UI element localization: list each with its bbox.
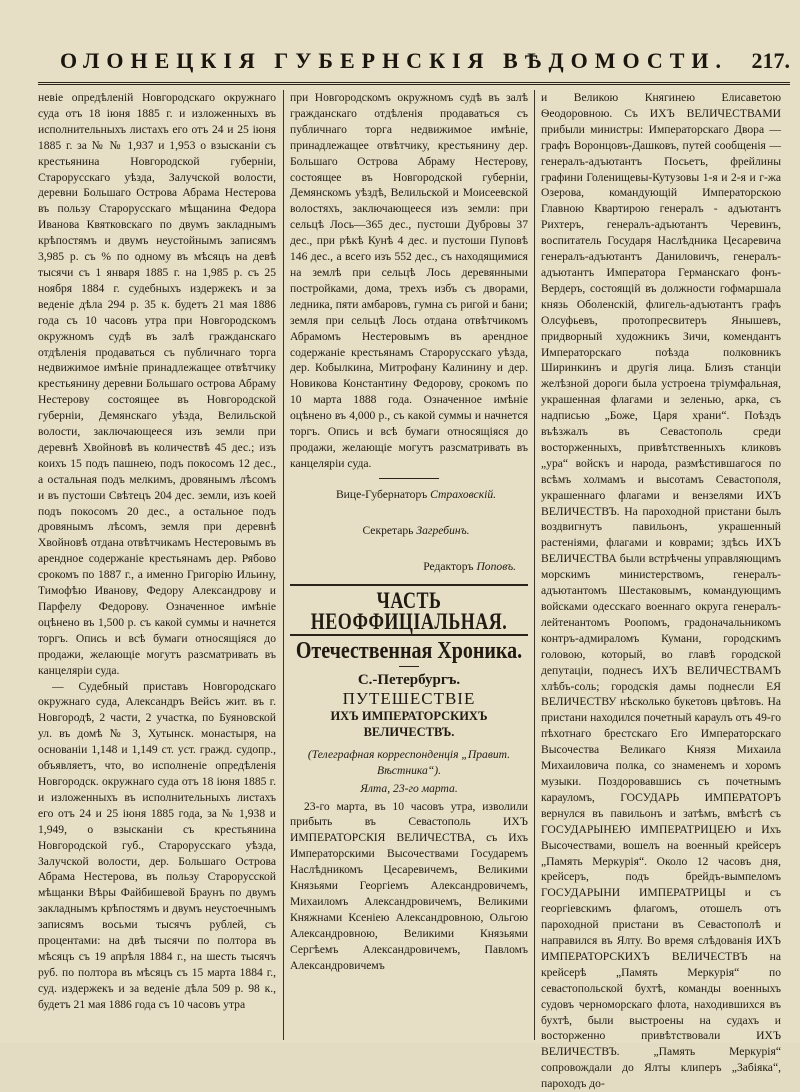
majesties-heading: ИХЪ ИМПЕРАТОРСКИХЪ ВЕЛИЧЕСТВЪ. [330, 709, 488, 739]
court-notice-continuation-2: при Новгородскомъ окружномъ судѣ въ залѣ гражданскаго отдѣленія продаваться съ публичнаго торга недвижимое имѣніе, принадлежащее отвѣтчику, крестьянину дер. Большаго Острова Абраму Нестерову, состоящее въ Новгородской губерніи, Демянскомъ уѣздѣ, Велильской и Моисеевской волостяхъ, заключающееся изъ земли: при сельцѣ Лось—365 дес., пустоши Дубровы 37 дес., при рѣкѣ Кунѣ 4 дес. и пустоши Пуповѣ 146 дес., а всего изъ 552 дес., съ находящимися на землѣ при сельцѣ Лось деревянными постройками, дома, трехъ избъ съ дворами, ледника, пяти амбаровъ, гумна съ ригой и бани; земля при сельцѣ Лось отдана отвѣтчикомъ Абрамомъ Нестеровымъ въ арендное содержаніе крестьянамъ Старорусскаго уѣзда, дер. Кобылкина, Митрофану Калинину и дер. Новикова Константину Федорову, срокомъ по 10 марта 1888 года. Означенное имѣніе оцѣнено въ 4,000 р., съ какой суммы и начнется торгъ. Опись и всѣ бумаги относящіяся до продажи, желающіе могутъ разсматривать въ канцеляріи суда. [290, 91, 528, 470]
page-number: 217. [751, 48, 790, 73]
vice-governor-name: Страховскій. [430, 487, 497, 501]
section-rule [290, 584, 528, 586]
city-heading: С.-Петербургъ. [357, 672, 461, 689]
vice-governor-label: Вице-Губернаторъ [335, 487, 428, 501]
editor-signature [290, 559, 528, 575]
secretary-signature [290, 523, 528, 539]
section-rule-2 [290, 634, 528, 636]
newspaper-title: ОЛОНЕЦКIЯ ГУБЕРНСКIЯ ВѢДОМОСТИ. [59, 48, 729, 73]
secretary-name: Загребинъ. [416, 523, 470, 537]
page-header [38, 46, 790, 80]
chronicle-body: 23-го марта, въ 10 часовъ утра, изволили прибыть въ Севастополь ИХЪ ИМПЕРАТОРСКІЯ ВЕЛИЧЕСТВА, съ Ихъ Императорскими Высочествами Государемъ Наслѣдникомъ Цесаревичемъ, Великими Князьями Георгіемъ Александровичемъ, Михаиломъ Александровичемъ, Великими Княжнами Ксеніею Александровною, Ольгою Александровною, Великими Князьями Сергѣемъ Александровичемъ, Павломъ Александровичемъ [290, 799, 528, 972]
column-divider-2 [534, 90, 535, 1040]
section-title: ЧАСТЬ НЕОФФИЦІАЛЬНАЯ. [310, 587, 508, 635]
column-1 [38, 90, 276, 1040]
dateline: Ялта, 23-го марта. [360, 781, 458, 795]
vice-governor-signature [290, 487, 528, 503]
court-notice-continuation: невіе опредѣленій Новгородскаго окружнаго суда отъ 18 іюня 1885 г. и изложенныхъ въ исполнительныхъ листахъ его отъ 24 и 25 іюня 1885 г. за № № 1,937 и 1,953 о взысканіи съ крестьянина Новгородской губерніи, Старорусскаго уѣзда, Залучской волости, деревни Большаго Острова Абрама Нестерова въ пользу Старорусскаго мѣщанина Федора Иванова Квятковскаго по двумъ закладнымъ крѣпостямъ и двумъ неустойнымъ записямъ 3,985 р. съ % по одному въ мѣсяцъ на девѣ тысячи съ 1 января 1885 г. на 1,985 р. съ 25 ноября 1884 г. судебныхъ издержекъ и за веденіе дѣла 294 р. 35 к. будетъ 21 мая 1886 года съ 10 часовъ утра при Новгородскомъ окружномъ судѣ въ залѣ гражданскаго отдѣленія продаваться съ публичнаго торга недвижимое имѣніе принадлежащее отвѣтчику крестьянину деревни Большаго острова Абраму Нестерову состоящее въ Новгородской губерніи, Демянскаго уѣзда, Велильской волости, заключающееся изъ земли при деревнѣ Хвойновѣ въ количествѣ 45 дес.; изъ коихъ 15 подъ пашнею, подъ покосомъ 12 дес., а остальная подъ мелкимъ, дровянымъ лѣсомъ и въ пустоши Свѣтецъ 204 дес. земли, изъ коей подъ покосомъ 20 дес., а остальное подъ дровянымъ лѣсомъ, земля при деревнѣ Хвойновѣ отдана отвѣтчикамъ Нестеровымъ въ арендное содержаніе крестьянамъ дер. Рябово срокомъ по 1887 г., а именно Григорію Ильину, Тимофѣю Иванову, Федору Александрову и Парфелу Федорову. Означенное имѣніе оцѣнено въ 1,500 р. съ какой суммы и начнется торгъ. Опись и всѣ бумаги относящіяся до продажи, желающіе могутъ разсматривать въ канцеляріи суда. [38, 91, 276, 677]
chronicle-body-continuation: и Великою Княгинею Елисаветою Ѳеодоровною. Съ ИХЪ ВЕЛИЧЕСТВАМИ прибыли министры: Императорскаго Двора — графъ Воронцовъ-Дашковъ, путей сообщенія — генералъ-адъютантъ Посьетъ, фрейлины графини Голенищевы-Кутузовы 1-я и 2-я и г-жа Озерова, командующій Императорскою Главною Квартирою генералъ - адъютантъ Рихтеръ, генералъ-адъютантъ Черевинъ, воспитатель Государя Наслѣдника Цесаревича генералъ-адъютантъ Даниловичъ, генералъ-адъютантъ Императора Германскаго фонъ-Вердеръ, состоящій въ должности гофмаршала князь Оболенскій, флигель-адъютантъ графъ Олсуфьевъ, протопресвитеръ Янышевъ, придворный художникъ Зичи, комендантъ Императорскаго поѣзда полковникъ Ширинкинъ и другія лица. Близъ станціи желѣзной дороги была устроена тріумфальная, украшенная флагами и зеленью, арка, съ надписью „Боже, Царя храни“. Поѣздъ въѣзжалъ въ Севастополь среди восторженныхъ, привѣтственныхъ кликовъ „ура“ войскъ и народа, размѣстившагося по всѣмъ холмамъ и высотамъ Севастополя, украшеннаго флагами и вензелями ИХЪ ВЕЛИЧЕСТВЪ. На пароходной пристани былъ воздвигнутъ павильонъ, украшенный растеніями, флагами и коврами; здѣсь ИХЪ ВЕЛИЧЕСТВА были встрѣчены управляющимъ морскимъ министерствомъ, генералъ-адъютантомъ Шестаковымъ, командующимъ войсками одесскаго военнаго округа генералъ-лейтенантомъ Роопомъ, градоначальникомъ контръ-адмираломъ Кумани, городскимъ головою, который, во главѣ городской депутаціи, поднесъ ИХЪ ВЕЛИЧЕСТВАМЪ хлѣбъ-соль; городскія дамы поднесли ЕЯ ВЕЛИЧЕСТВУ нѣсколько букетовъ цвѣтовъ. На пристани находился почетный караулъ отъ 49-го пѣхотнаго брестскаго Его Императорскаго Высочества Великаго Князя Михаила Михаиловича полка, со знаменемъ и хоромъ музыки. Поздоровавшись съ почетнымъ карауломъ, ГОСУДАРЬ ИМПЕРАТОРЪ вернулся въ павильонъ и затѣмъ, вмѣстѣ съ ГОСУДАРЫНЕЮ ИМПЕРАТРИЦЕЮ и Ихъ Высочествами, вошелъ на военный крейсеръ „Память Меркурія“. Около 12 часовъ дня, крейсеръ, подъ брейдъ-вымпеломъ ГОСУДАРЫНИ ИМПЕРАТРИЦЫ и съ георгіевскимъ флагомъ, отошелъ отъ пароходной пристани въ Севастополѣ и направился въ Ялту. Во время слѣдованія ИХЪ ИМПЕРАТОРСКИХЪ ВЕЛИЧЕСТВЪ на крейсерѣ „Память Меркурія“ по севастопольской бухтѣ, команды военныхъ судовъ черноморскаго флота, находившихся въ бухтѣ, были выстроены на судахъ и восторженно привѣтствовали ИХЪ ВЕЛИЧЕСТВЪ. „Память Меркурія“ сопровождали до Ялты клиперъ „Забіяка“, пароходъ до- [541, 91, 781, 1091]
editor-name: Поповъ. [476, 559, 516, 573]
journey-heading: ПУТЕШЕСТВІЕ [342, 689, 476, 709]
chronicle-title: Отечественная Хроника. [295, 637, 523, 665]
editor-label: Редакторъ [423, 559, 474, 573]
header-rule [38, 82, 790, 85]
secretary-label: Секретарь [362, 523, 414, 537]
column-2 [290, 90, 528, 1040]
telegram-source: (Телеграфная корреспонденція „Правит. Вѣстника“). [307, 747, 511, 777]
divider [379, 478, 439, 479]
column-3 [541, 90, 781, 1091]
chronicle-dash [399, 666, 419, 667]
court-notice-weiss: — Судебный приставъ Новгородскаго окружнаго суда, Александръ Вейсъ жит. въ г. Новгородѣ, 2 части, 2 участка, по Буяновской ул. въ домѣ № 3, Хутынск. монастыря, на основаніи 1,148 и 1,149 ст. уст. гражд. судопр., объявляетъ, что, во исполненіе опредѣленія Новгородск. окружнаго суда отъ 18 іюня 1885 г. и изложенныхъ въ исполнительныхъ листахъ его отъ 24 и 25 іюня 1885 года, за № 1,938 и 1,949, о взысканіи съ крестьянина Новгородской губ., Старорусскаго уѣзда, Залучской волости, дер. Большаго Острова Абрама Нестерова, въ пользу Старорусской мѣщанки Вѣры Файбишевой Браунъ по двумъ закладнымъ крѣпостямъ и двумъ неустоечнымъ записямъ восьми тысячъ рублей, съ процентами: на двѣ тысячи по полтора въ мѣсяцъ съ 19 апрѣля 1884 г., на шесть тысячъ руб. по полтора въ мѣсяцъ съ 15 марта 1884 г., суд. издержекъ и за веденіе дѣла 509 р. 98 к., будетъ 21 мая 1886 года съ 10 часовъ утра [38, 679, 276, 1011]
column-divider-1 [283, 90, 284, 1040]
